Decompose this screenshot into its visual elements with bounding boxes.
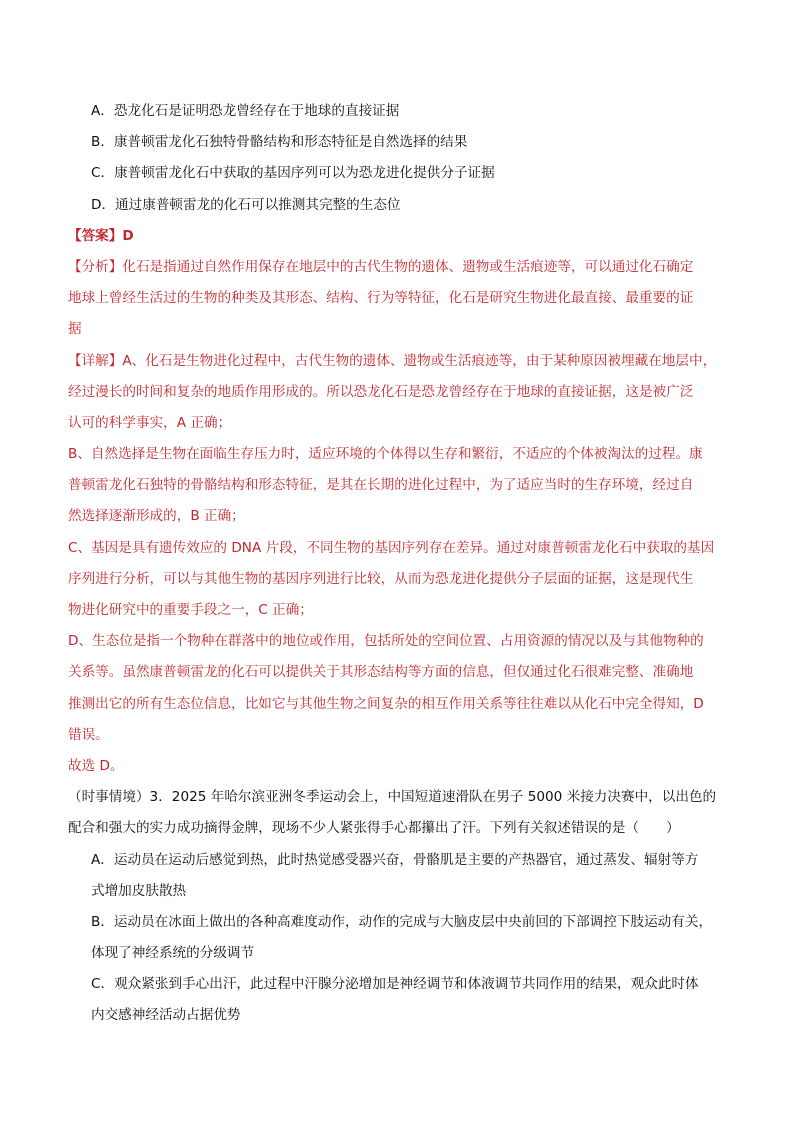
detail-line: 错误。: [68, 727, 109, 743]
question-stem: 配合和强大的实力成功摘得金牌，现场不少人紧张得手心都攥出了汗。下列有关叙述错误的是（ ）: [68, 820, 680, 836]
detail-line: 序列进行分析，可以与其他生物的基因序列进行比较，从而为恐龙进化提供分子层面的证据，这是现代生: [68, 571, 694, 587]
analysis-line: 【分析】化石是指通过自然作用保存在地层中的古代生物的遗体、遗物或生活痕迹等，可以通过化石确定: [68, 259, 694, 275]
option-a: A．恐龙化石是证明恐龙曾经存在于地球的直接证据: [91, 103, 400, 119]
conclusion-line: 故选 D。: [68, 758, 124, 774]
answer-line: 【答案】D: [68, 228, 134, 244]
option-b: B．康普顿雷龙化石独特骨骼结构和形态特征是自然选择的结果: [91, 134, 468, 150]
question-stem: （时事情境）3．2025 年哈尔滨亚洲冬季运动会上，中国短道速滑队在男子 5000 米接力决赛中，以出色的: [68, 789, 717, 805]
analysis-line: 地球上曾经生活过的生物的种类及其形态、结构、行为等特征，化石是研究生物进化最直接、最重要的证: [68, 290, 694, 306]
detail-line: 【详解】A、化石是生物进化过程中，古代生物的遗体、遗物或生活痕迹等，由于某种原因被埋藏在地层中，: [68, 353, 717, 369]
detail-line: 关系等。虽然康普顿雷龙的化石可以提供关于其形态结构等方面的信息，但仅通过化石很难完整、准确地: [68, 664, 694, 680]
option-d: D．通过康普顿雷龙的化石可以推测其完整的生态位: [91, 197, 401, 213]
question-option-c: 内交感神经活动占据优势: [91, 1007, 241, 1023]
question-option-c: C．观众紧张到手心出汗，此过程中汗腺分泌增加是神经调节和体液调节共同作用的结果，观众此时体: [91, 976, 699, 992]
question-option-b: B．运动员在冰面上做出的各种高难度动作，动作的完成与大脑皮层中央前回的下部调控下肢运动有关，: [91, 914, 713, 930]
detail-line: 然选择逐渐形成的，B 正确；: [68, 508, 245, 524]
detail-line: 认可的科学事实，A 正确；: [68, 415, 232, 431]
question-option-a: A．运动员在运动后感觉到热，此时热觉感受器兴奋，骨骼肌是主要的产热器官，通过蒸发、辐射等方: [91, 852, 699, 868]
option-c: C．康普顿雷龙化石中获取的基因序列可以为恐龙进化提供分子证据: [91, 165, 495, 181]
question-option-a: 式增加皮肤散热: [91, 883, 187, 899]
detail-line: 物进化研究中的重要手段之一，C 正确；: [68, 602, 313, 618]
detail-line: D、生态位是指一个物种在群落中的地位或作用，包括所处的空间位置、占用资源的情况以及与其他物种的: [68, 633, 704, 649]
detail-line: 普顿雷龙化石独特的骨骼结构和形态特征，是其在长期的进化过程中，为了适应当时的生存环境，经过自: [68, 477, 694, 493]
detail-line: C、基因是具有遗传效应的 DNA 片段，不同生物的基因序列存在差异。通过对康普顿雷龙化石中获取的基因: [68, 540, 715, 556]
detail-line: B、自然选择是生物在面临生存压力时，适应环境的个体得以生存和繁衍，不适应的个体被淘汰的过程。康: [68, 446, 703, 462]
detail-line: 经过漫长的时间和复杂的地质作用形成的。所以恐龙化石是恐龙曾经存在于地球的直接证据，这是被广泛: [68, 384, 694, 400]
question-option-b: 体现了神经系统的分级调节: [91, 945, 255, 961]
detail-line: 推测出它的所有生态位信息，比如它与其他生物之间复杂的相互作用关系等往往难以从化石中完全得知，D: [68, 696, 704, 712]
analysis-line: 据: [68, 321, 82, 337]
